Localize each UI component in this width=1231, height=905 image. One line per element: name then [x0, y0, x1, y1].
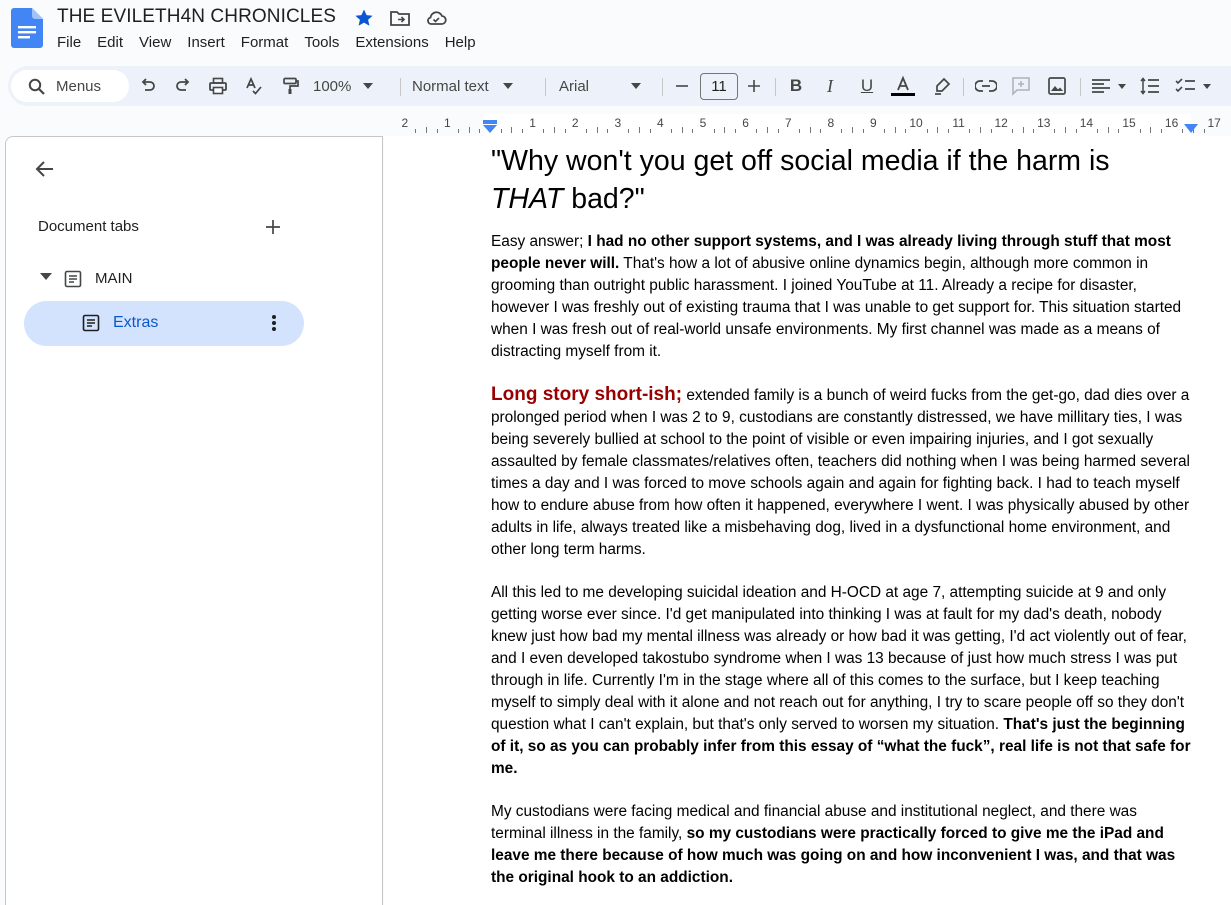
menus-search[interactable]	[11, 70, 129, 102]
tab-extras-label: Extras	[113, 314, 159, 331]
ruler-number: 6	[742, 116, 749, 130]
style-value: Normal text	[412, 77, 489, 95]
ruler-tick	[927, 129, 928, 133]
section-heading: Long story short-ish;	[491, 384, 683, 405]
minus-icon	[675, 79, 689, 93]
ruler-tick	[724, 127, 725, 133]
menu-bar	[49, 33, 484, 53]
ruler-tick	[469, 127, 470, 133]
ruler-tick	[810, 127, 811, 133]
ruler-tick	[501, 129, 502, 133]
ruler-number: 2	[401, 116, 409, 130]
ruler-tick	[799, 129, 800, 133]
ruler-tick	[1065, 127, 1066, 133]
ruler-tick	[543, 129, 544, 133]
ruler-tick	[820, 129, 821, 133]
link-icon[interactable]	[974, 74, 998, 98]
ruler-number: 1	[444, 116, 451, 130]
menu-tools[interactable]: Tools	[304, 34, 340, 51]
redo-icon[interactable]	[171, 74, 195, 98]
image-icon[interactable]	[1045, 74, 1069, 98]
ruler-tick	[1161, 129, 1162, 133]
ruler-number: 1	[529, 116, 536, 130]
document-heading: "Why won't you get off social media if the harm is THAT bad?"	[491, 145, 1110, 215]
menus-search-label: Menus	[56, 78, 102, 95]
ruler-tick	[1118, 129, 1119, 133]
ruler-tick	[1204, 129, 1205, 133]
move-folder-icon[interactable]	[388, 6, 412, 30]
ruler-tick	[554, 127, 555, 133]
tab-main-label: MAIN	[95, 270, 133, 287]
ruler-number: 4	[657, 116, 664, 130]
zoom-value: 100%	[313, 77, 352, 95]
ruler-number: 9	[870, 116, 877, 130]
ruler-tick	[671, 129, 672, 133]
font-value: Arial	[559, 77, 590, 95]
ruler-tick	[884, 129, 885, 133]
ruler-tick	[511, 127, 512, 133]
add-tab-icon[interactable]	[263, 217, 283, 237]
menu-insert[interactable]: Insert	[187, 34, 225, 51]
add-comment-icon[interactable]	[1009, 74, 1033, 98]
font-size-input[interactable]: 11	[700, 73, 738, 100]
tab-extras[interactable]	[24, 301, 304, 346]
ruler-tick	[650, 129, 651, 133]
ruler-tick	[597, 127, 598, 133]
ruler-number: 13	[1037, 116, 1051, 130]
ruler-tick	[415, 129, 416, 133]
style-select[interactable]	[412, 74, 538, 98]
menu-format[interactable]: Format	[240, 34, 289, 51]
ruler-tick	[426, 127, 427, 133]
document-tabs-panel	[5, 136, 383, 905]
ruler-tick	[437, 129, 438, 133]
spellcheck-icon[interactable]	[242, 74, 266, 98]
ruler-tick	[863, 129, 864, 133]
ruler-tick	[735, 129, 736, 133]
text-color-icon[interactable]	[890, 74, 916, 98]
zoom-select[interactable]	[313, 74, 393, 98]
ruler-tick	[1108, 127, 1109, 133]
ruler-tick	[607, 129, 608, 133]
document-icon	[82, 314, 100, 332]
ruler-number: 7	[784, 116, 792, 130]
toolbar	[8, 66, 1231, 106]
undo-icon[interactable]	[136, 74, 160, 98]
print-icon[interactable]	[206, 74, 230, 98]
paint-format-icon[interactable]	[278, 74, 302, 98]
document-body[interactable]	[491, 142, 1191, 905]
cloud-saved-icon[interactable]	[424, 6, 448, 30]
menu-view[interactable]: View	[139, 34, 172, 51]
document-canvas[interactable]	[384, 136, 1231, 905]
chevron-down-icon	[631, 83, 641, 89]
back-arrow-icon[interactable]	[33, 157, 57, 181]
ruler-tick	[991, 129, 992, 133]
increase-font-size-button[interactable]	[744, 74, 764, 98]
document-title[interactable]: THE EVILETH4N CHRONICLES	[57, 6, 337, 27]
menu-edit[interactable]: Edit	[97, 34, 124, 51]
ruler-tick	[841, 129, 842, 133]
ruler-tick	[905, 129, 906, 133]
ruler-tick	[1150, 127, 1151, 133]
plus-icon	[747, 79, 761, 93]
italic-icon[interactable]: I	[827, 75, 833, 96]
line-spacing-icon[interactable]	[1138, 74, 1162, 98]
paragraph-4: My custodians were facing medical and financial abuse and institutional neglect, and there was terminal illness in the family, so my custodians were practically forced to give me the iPad and leave me there because of how much was going on and how inconvenient I was, and that was the original hook to an addiction.	[491, 803, 1176, 886]
decrease-font-size-button[interactable]	[672, 74, 692, 98]
align-icon[interactable]	[1090, 74, 1130, 98]
ruler-tick	[565, 129, 566, 133]
chevron-down-icon	[363, 83, 373, 89]
ruler-number: 12	[994, 116, 1008, 130]
ruler-tick	[586, 129, 587, 133]
ruler-number: 16	[1164, 116, 1179, 130]
ruler-tick	[1023, 127, 1024, 133]
ruler-tick	[767, 127, 768, 133]
star-icon[interactable]	[352, 6, 376, 30]
ruler-number: 10	[909, 116, 923, 130]
ruler-tick	[937, 127, 938, 133]
ruler-tick	[714, 129, 715, 133]
right-indent-marker[interactable]	[1184, 124, 1198, 134]
ruler-tick	[458, 129, 459, 133]
ruler-number: 3	[614, 116, 622, 130]
more-vert-icon[interactable]	[270, 313, 278, 333]
ruler-tick	[1054, 129, 1055, 133]
menu-file[interactable]: File	[57, 34, 82, 51]
left-indent-marker[interactable]	[482, 120, 498, 134]
ruler-tick	[1076, 129, 1077, 133]
ruler-number: 15	[1122, 116, 1136, 130]
ruler-tick	[628, 129, 629, 133]
bold-icon[interactable]: B	[789, 76, 803, 95]
ruler-number: 8	[827, 116, 835, 130]
caret-down-icon[interactable]	[40, 273, 52, 281]
paragraph-3: All this led to me developing suicidal ideation and H-OCD at age 7, attempting suicide at 9 and only getting worse ever since. I'd get manipulated into thinking I was at fault for my dad's death, nobody knew just how bad my mental illness was already or how bad it was getting, I'd act violently out of fear, and I even developed takostubo syndrome when I was 13 because of just how much stress I was put through in life. Currently I'm in the stage where all of this comes to the surface, but I keep teaching myself to simply deal with it alone and not reach out for anything, I try to scare people off so they don't question what I can't explain, but that's only served to worsen my situation. That's just the beginning of it, so as you can probably infer from this essay of “what the fuck”, real life is not that safe for me.	[491, 584, 1191, 777]
ruler-tick	[756, 129, 757, 133]
ruler-tick	[969, 129, 970, 133]
ruler-tick	[1140, 129, 1141, 133]
tab-main[interactable]	[24, 259, 304, 299]
menu-extensions[interactable]: Extensions	[355, 34, 429, 51]
ruler-number: 14	[1079, 116, 1094, 130]
paragraph-1: Easy answer; I had no other support systems, and I was already living through stuff that most people never will. That's how a lot of abusive online dynamics begin, although more common in grooming than outright public harassment. I joined YouTube at 11. Already a recipe for disaster, however I was freshly out of existing trauma that I was unable to get support for. This situation started when I was fresh out of real-world unsafe environments. My first channel was made as a means of distracting myself from it.	[491, 233, 1182, 360]
ruler-tick	[1097, 129, 1098, 133]
ruler-tick	[778, 129, 779, 133]
ruler-tick	[1012, 129, 1013, 133]
ruler-tick	[479, 129, 480, 133]
document-icon	[64, 270, 82, 288]
ruler-tick	[692, 129, 693, 133]
app-header	[0, 0, 1231, 62]
ruler-number: 2	[571, 116, 579, 130]
ruler-tick	[682, 127, 683, 133]
ruler-tick	[852, 127, 853, 133]
ruler-number: 11	[952, 116, 965, 130]
ruler-tick	[1033, 129, 1034, 133]
ruler-number: 17	[1207, 116, 1221, 130]
menu-help[interactable]: Help	[444, 34, 476, 51]
ruler-tick	[895, 127, 896, 133]
horizontal-ruler[interactable]	[383, 114, 1231, 136]
tabs-heading: Document tabs	[38, 218, 139, 235]
checklist-icon[interactable]	[1175, 74, 1215, 98]
ruler-number: 5	[699, 116, 707, 130]
docs-logo-icon[interactable]	[11, 8, 43, 48]
underline-icon[interactable]: U	[860, 76, 874, 95]
paragraph-2: Long story short-ish; extended family is a bunch of weird fucks from the get-go, dad dies over a prolonged period when I was 2 to 9, custodians are constantly distressed, we have millitary ties, I was being severely bullied at school to the point of visible or even impairing injuries, and I got sexually assaulted by female classmates/relatives often, teachers did nothing when I was being harmed several times a day and I was forced to move schools again and again for fighting back. I had to teach myself how to endure abuse from how often it happened, everywhere I went. I was physically abused by other adults in life, always treated like a misbehaving dog, lived in a dysfunctional home environment, and other long term harms.	[491, 384, 1190, 558]
ruler-tick	[948, 129, 949, 133]
highlight-icon[interactable]	[930, 74, 954, 98]
ruler-tick	[522, 129, 523, 133]
ruler-tick	[639, 127, 640, 133]
chevron-down-icon	[503, 83, 513, 89]
ruler-tick	[980, 127, 981, 133]
font-select[interactable]	[559, 74, 655, 98]
search-icon	[28, 78, 46, 96]
